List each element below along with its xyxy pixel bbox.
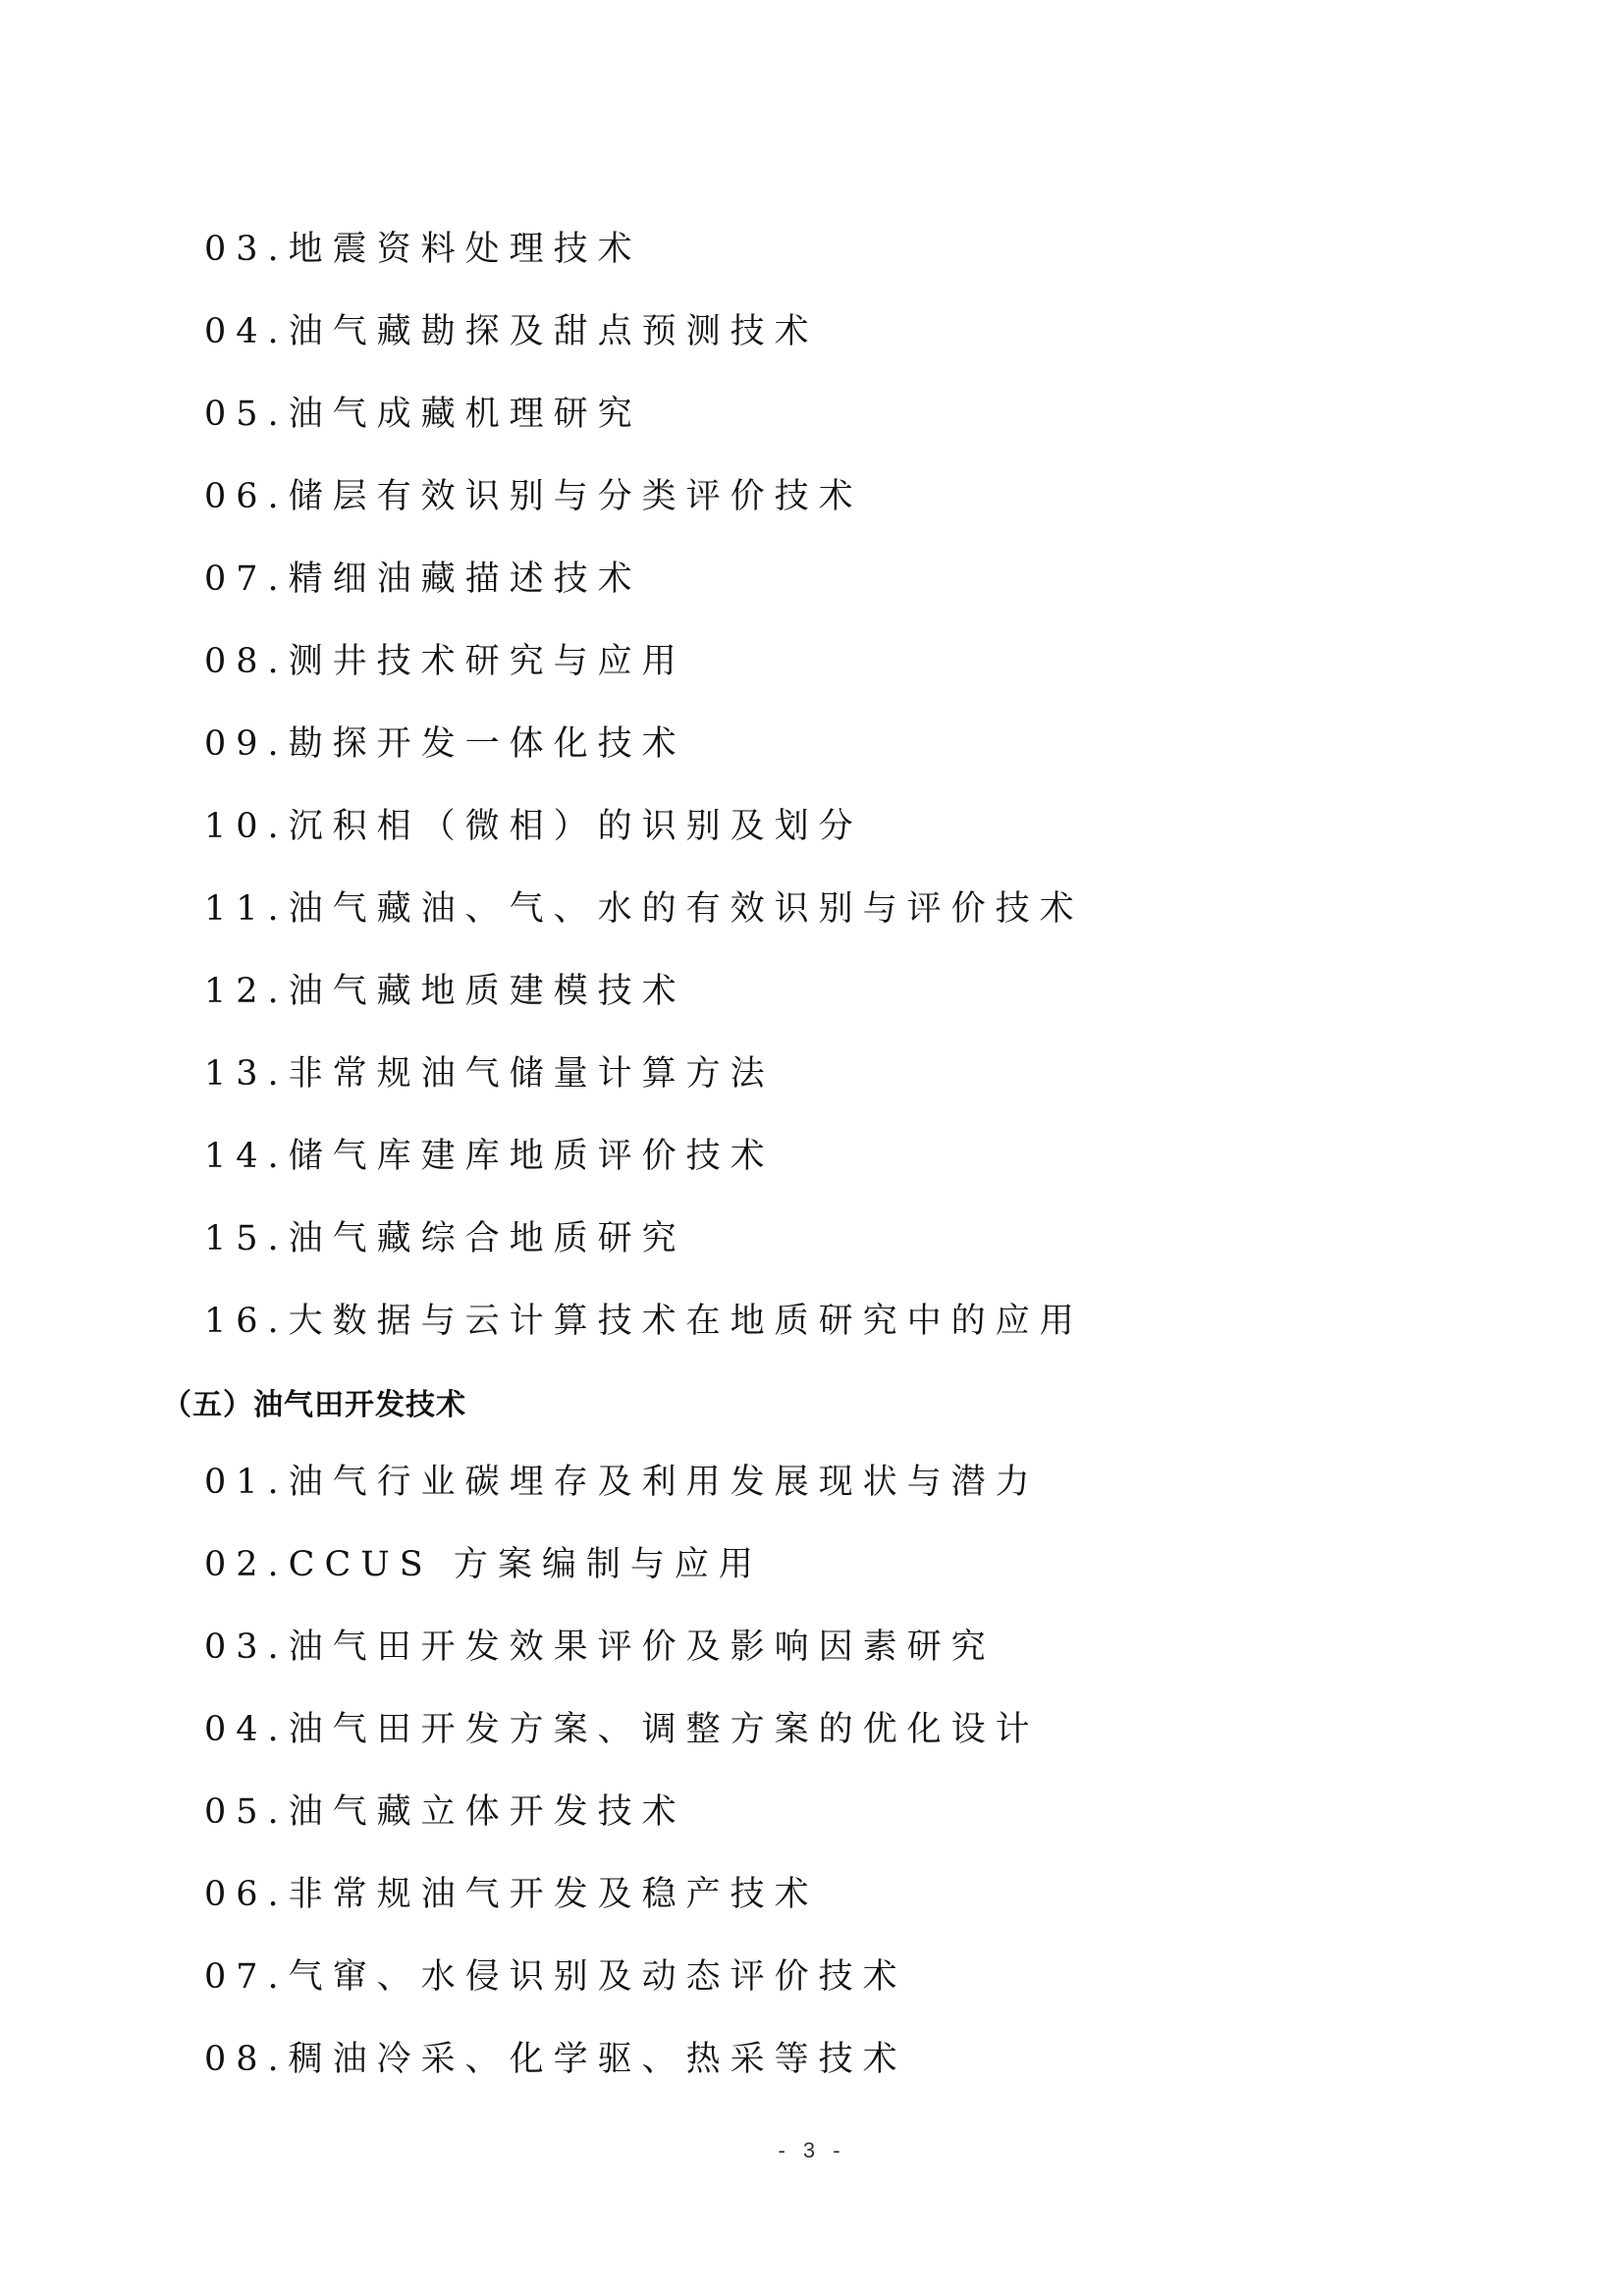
- list-item: 04.油气田开发方案、调整方案的优化设计: [204, 1710, 1040, 1749]
- list-item: 06.非常规油气开发及稳产技术: [204, 1875, 819, 1914]
- list-item: 03.地震资料处理技术: [204, 230, 642, 269]
- list-item: 05.油气藏立体开发技术: [204, 1792, 686, 1832]
- list-item: 15.油气藏综合地质研究: [204, 1219, 686, 1258]
- list-item: 13.非常规油气储量计算方法: [204, 1054, 775, 1094]
- list-item: 01.油气行业碳埋存及利用发展现状与潜力: [204, 1463, 1040, 1502]
- list-item: 07.气窜、水侵识别及动态评价技术: [204, 1957, 907, 1997]
- list-item: 11.油气藏油、气、水的有效识别与评价技术: [204, 889, 1084, 929]
- list-item: 04.油气藏勘探及甜点预测技术: [204, 312, 819, 351]
- list-item: 07.精细油藏描述技术: [204, 560, 642, 599]
- list-item: 06.储层有效识别与分类评价技术: [204, 477, 863, 516]
- list-item: 05.油气成藏机理研究: [204, 395, 642, 434]
- page-number: - 3 -: [778, 2138, 846, 2163]
- list-item: 08.测井技术研究与应用: [204, 642, 686, 681]
- list-item: 10.沉积相（微相）的识别及划分: [204, 807, 863, 846]
- list-item: 16.大数据与云计算技术在地质研究中的应用: [204, 1302, 1084, 1341]
- list-item: 12.油气藏地质建模技术: [204, 972, 686, 1011]
- list-item: 02.CCUS 方案编制与应用: [204, 1545, 763, 1584]
- topic-list-development: [204, 1441, 1040, 2101]
- list-item: 08.稠油冷采、化学驱、热采等技术: [204, 2040, 907, 2079]
- section-heading: （五）油气田开发技术: [162, 1388, 466, 1422]
- topic-list-geology: [204, 208, 1084, 1362]
- list-item: 09.勘探开发一体化技术: [204, 724, 686, 764]
- list-item: 14.储气库建库地质评价技术: [204, 1137, 775, 1176]
- list-item: 03.油气田开发效果评价及影响因素研究: [204, 1628, 996, 1667]
